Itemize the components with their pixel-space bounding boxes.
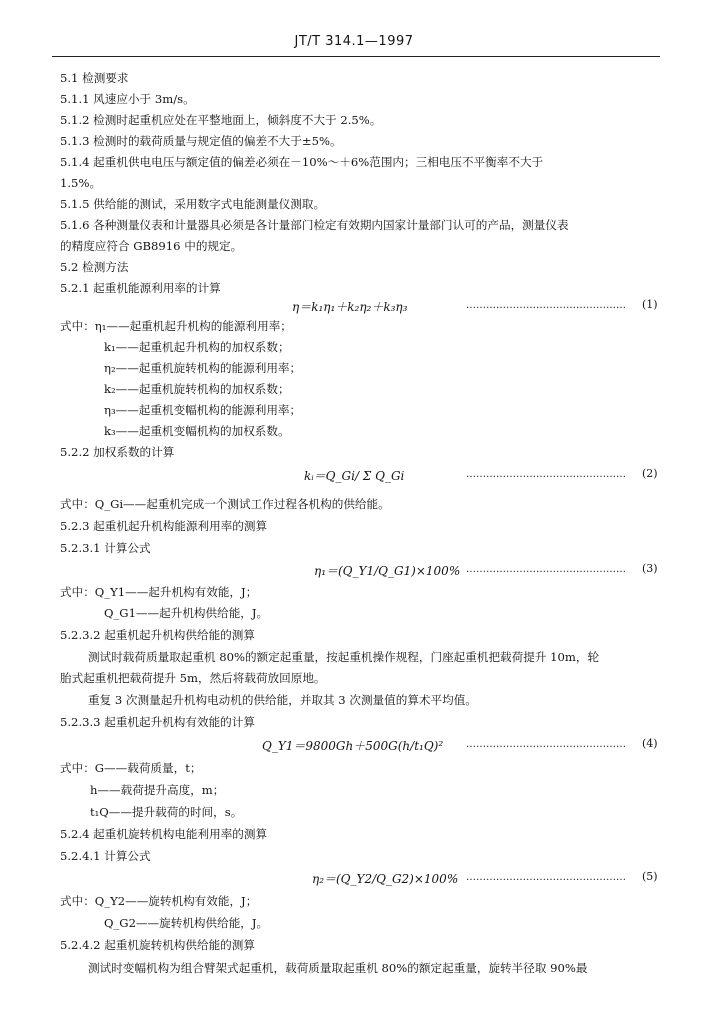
formula: Q_Y1＝9800Gh＋500G(h/t₁Q)² (262, 739, 444, 753)
leader-dots: ………………………………………… (466, 872, 626, 883)
clause-text: 5.1.2 检测时起重机应处在平整地面上，倾斜度不大于 2.5%。 (60, 113, 382, 127)
paragraph-text: 测试时载荷质量取起重机 80%的额定起重量，按起重机操作规程，门座起重机把载荷提升 10m，轮 (88, 650, 600, 664)
leader-dots: ………………………………………… (466, 739, 626, 750)
equation-number: (5) (642, 870, 658, 883)
equation-number: (4) (642, 737, 658, 750)
clause-heading: 5.2.3 起重机起升机构能源利用率的测算 (60, 519, 268, 533)
page-header: JT/T 314.1—1997 (294, 34, 414, 49)
clause-heading: 5.2.4.2 起重机旋转机构供给能的测算 (60, 938, 255, 952)
definition: Q_G2——旋转机构供给能，J。 (104, 916, 269, 930)
leader-dots: ………………………………………… (466, 469, 626, 480)
header-rule (52, 56, 660, 57)
section-heading: 5.2 检测方法 (60, 260, 129, 274)
equation-number: (1) (642, 298, 658, 311)
definition: η₃——起重机变幅机构的能源利用率； (104, 403, 302, 417)
clause-heading: 5.2.3.2 起重机起升机构供给能的测算 (60, 628, 255, 642)
definition: k₂——起重机旋转机构的加权系数； (104, 382, 290, 396)
definition: h——载荷提升高度，m； (90, 783, 225, 797)
leader-dots: ………………………………………… (466, 564, 626, 575)
definition: 式中：G——载荷质量，t； (60, 761, 202, 775)
definition: 式中：Q_Y1——起升机构有效能，J； (60, 585, 258, 599)
definition: k₁——起重机起升机构的加权系数； (104, 340, 290, 354)
clause-text: 5.1.6 各种测量仪表和计量器具必须是各计量部门检定有效期内国家计量部门认可的产品，测量仪表 (60, 218, 569, 232)
definition: 式中：η₁——起重机起升机构的能源利用率； (60, 319, 292, 333)
clause-heading: 5.2.1 起重机能源利用率的计算 (60, 281, 221, 295)
formula: η＝k₁η₁＋k₂η₂＋k₃η₃ (292, 300, 408, 314)
formula: kᵢ＝Q_Gi/ Σ Q_Gi (304, 469, 405, 483)
definition: k₃——起重机变幅机构的加权系数。 (104, 424, 290, 438)
clause-heading: 5.2.2 加权系数的计算 (60, 445, 175, 459)
formula: η₁＝(Q_Y1/Q_G1)×100% (314, 564, 461, 578)
equation-number: (3) (642, 562, 658, 575)
clause-heading: 5.2.3.3 起重机起升机构有效能的计算 (60, 715, 255, 729)
clause-heading: 5.2.4.1 计算公式 (60, 849, 151, 863)
clause-text: 的精度应符合 GB8916 中的规定。 (60, 239, 243, 253)
definition: 式中：Q_Y2——旋转机构有效能，J； (60, 894, 258, 908)
clause-text: 5.1.3 检测时的载荷质量与规定值的偏差不大于±5%。 (60, 134, 342, 148)
leader-dots: ………………………………………… (466, 300, 626, 311)
equation-number: (2) (642, 467, 658, 480)
definition: η₂——起重机旋转机构的能源利用率； (104, 361, 302, 375)
paragraph-text: 重复 3 次测量起升机构电动机的供给能，并取其 3 次测量值的算术平均值。 (88, 693, 477, 707)
definition: t₁Q——提升载荷的时间，s。 (90, 805, 243, 819)
paragraph-text: 胎式起重机把载荷提升 5m，然后将载荷放回原地。 (60, 671, 326, 685)
clause-text: 5.1.1 风速应小于 3m/s。 (60, 92, 195, 106)
clause-text: 5.1.5 供给能的测试，采用数字式电能测量仪测取。 (60, 197, 326, 211)
clause-text: 5.1.4 起重机供电电压与额定值的偏差必须在－10%～＋6%范围内；三相电压不平衡率不大于 (60, 155, 544, 169)
clause-heading: 5.2.4 起重机旋转机构电能利用率的测算 (60, 827, 268, 841)
clause-text: 1.5%。 (60, 176, 102, 190)
definition: Q_G1——起升机构供给能，J。 (104, 606, 269, 620)
section-heading: 5.1 检测要求 (60, 71, 129, 85)
formula: η₂＝(Q_Y2/Q_G2)×100% (312, 872, 459, 886)
paragraph-text: 测试时变幅机构为组合臂架式起重机，载荷质量取起重机 80%的额定起重量，旋转半径取 90%最 (88, 961, 588, 975)
clause-heading: 5.2.3.1 计算公式 (60, 541, 151, 555)
definition: 式中：Q_Gi——起重机完成一个测试工作过程各机构的供给能。 (60, 497, 390, 511)
